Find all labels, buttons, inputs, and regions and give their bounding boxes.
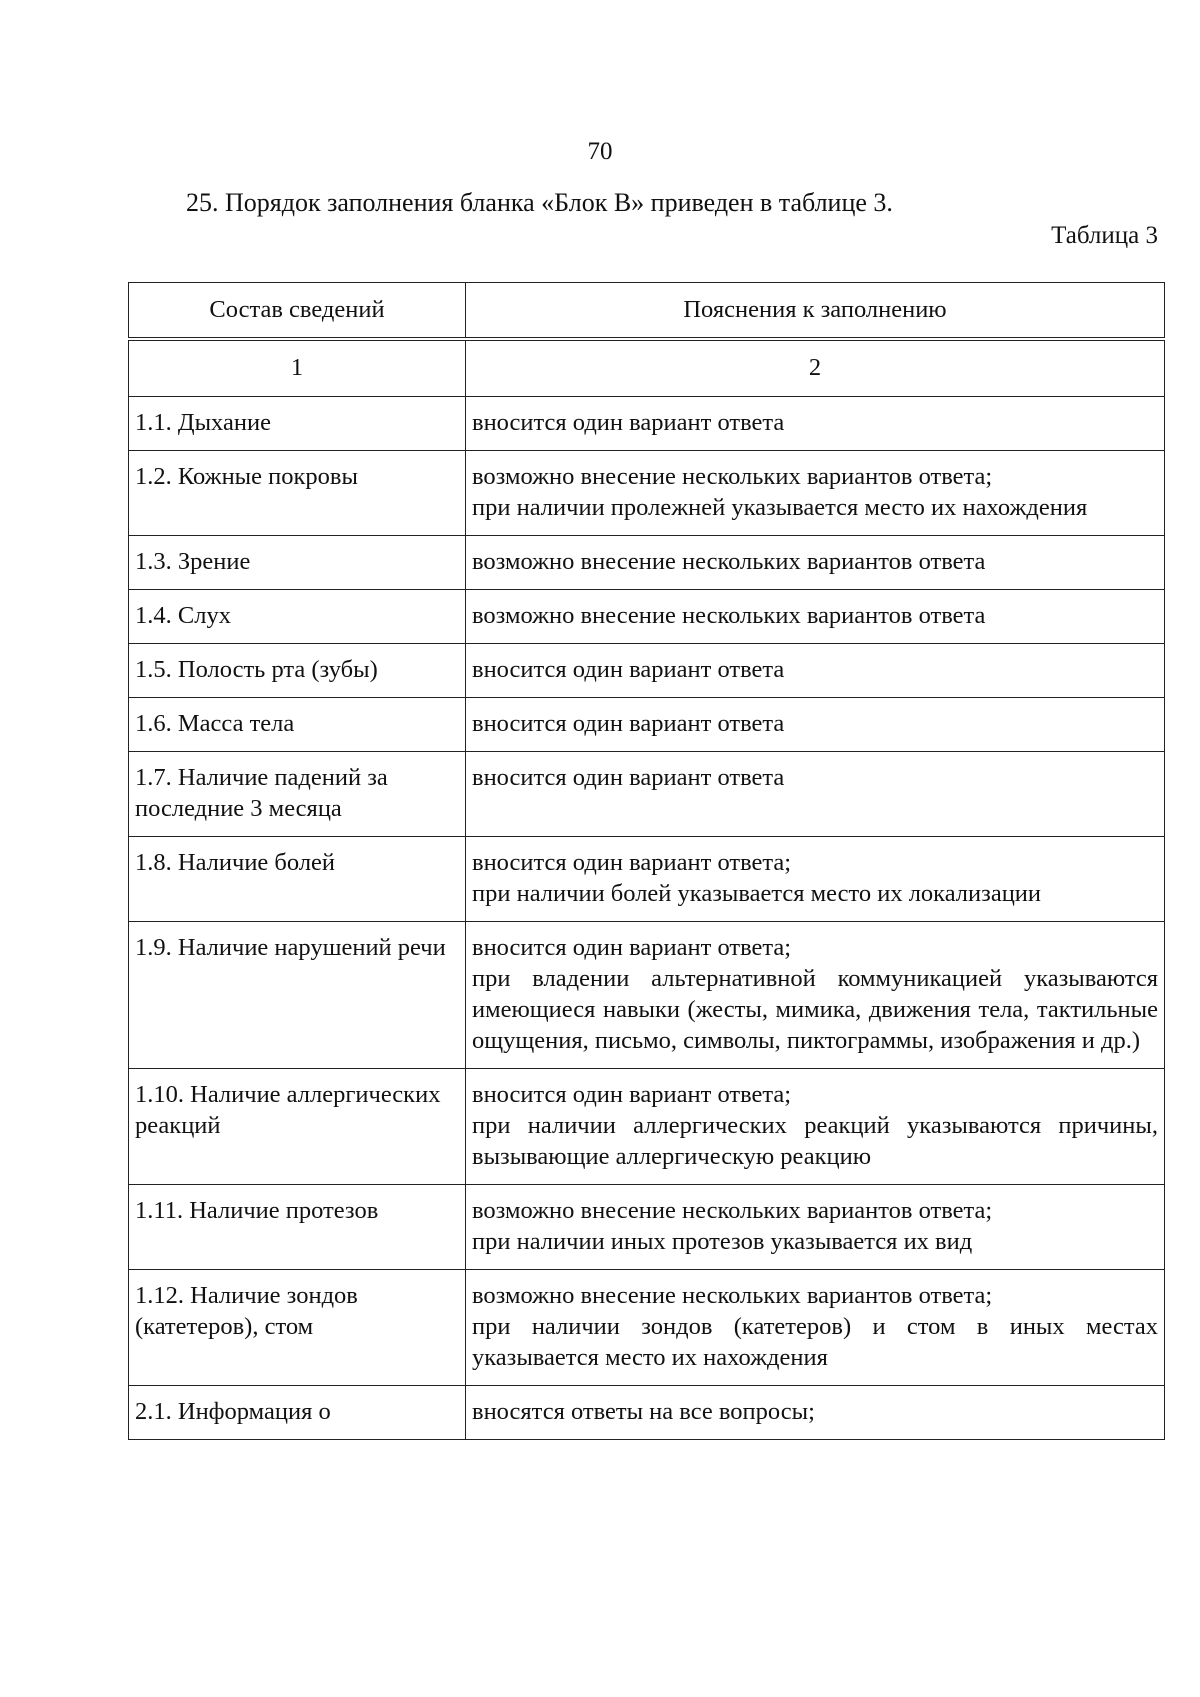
explanation-line: вносятся ответы на все вопросы; (472, 1398, 815, 1425)
row-item: 1.6. Масса тела (129, 698, 466, 752)
table-row (129, 451, 1165, 536)
row-item: 1.9. Наличие нарушений речи (129, 922, 466, 1069)
table-row (129, 1185, 1165, 1270)
row-explanation (466, 536, 1165, 590)
row-item: 1.8. Наличие болей (129, 837, 466, 922)
explanation-line: при наличии болей указывается место их локализации (472, 880, 1042, 907)
row-explanation (466, 644, 1165, 698)
table-header-row (129, 283, 1165, 340)
row-explanation (466, 752, 1165, 837)
row-item: 1.4. Слух (129, 590, 466, 644)
explanation-line: возможно внесение нескольких вариантов ответа; (472, 463, 993, 490)
column-numbers-row (129, 339, 1165, 397)
explanation-line: вносится один вариант ответа; (472, 849, 792, 876)
row-explanation (466, 837, 1165, 922)
table-row (129, 1069, 1165, 1185)
table-row (129, 752, 1165, 837)
column-number-1: 1 (129, 339, 466, 397)
row-explanation (466, 590, 1165, 644)
table-row (129, 922, 1165, 1069)
explanation-line: вносится один вариант ответа; (472, 934, 792, 961)
explanation-line: при наличии аллергических реакций указываются причины, вызывающие аллергическую реакцию (472, 1112, 1158, 1170)
row-item: 2.1. Информация о (129, 1386, 466, 1440)
row-item: 1.11. Наличие протезов (129, 1185, 466, 1270)
table-row (129, 1270, 1165, 1386)
table-row (129, 590, 1165, 644)
row-explanation (466, 397, 1165, 451)
row-item: 1.7. Наличие падений за последние 3 месяца (129, 752, 466, 837)
page-number: 70 (587, 138, 613, 165)
column-header-explanations: Пояснения к заполнению (466, 283, 1165, 340)
row-item: 1.10. Наличие аллергических реакций (129, 1069, 466, 1185)
intro-paragraph: 25. Порядок заполнения бланка «Блок В» приведен в таблице 3. (186, 188, 893, 217)
table-row (129, 536, 1165, 590)
row-item: 1.3. Зрение (129, 536, 466, 590)
column-number-2: 2 (466, 339, 1165, 397)
row-explanation (466, 698, 1165, 752)
table-label: Таблица 3 (1051, 222, 1158, 249)
explanation-line: при владении альтернативной коммуникацией указываются имеющиеся навыки (жесты, мимика, движения тела, тактильные ощущения, письмо, символы, пиктограммы, изображения и др.) (472, 965, 1158, 1054)
row-explanation (466, 1270, 1165, 1386)
explanation-line: вносится один вариант ответа (472, 656, 785, 683)
column-header-composition: Состав сведений (129, 283, 466, 340)
explanation-line: возможно внесение нескольких вариантов ответа (472, 548, 986, 575)
explanation-line: вносится один вариант ответа; (472, 1081, 792, 1108)
instructions-table (128, 282, 1165, 1440)
explanation-line: при наличии пролежней указывается место их нахождения (472, 494, 1088, 521)
explanation-line: вносится один вариант ответа (472, 764, 785, 791)
explanation-line: возможно внесение нескольких вариантов ответа (472, 602, 986, 629)
row-item: 1.12. Наличие зондов (катетеров), стом (129, 1270, 466, 1386)
table-row (129, 644, 1165, 698)
explanation-line: вносится один вариант ответа (472, 409, 785, 436)
explanation-line: при наличии зондов (катетеров) и стом в иных местах указывается место их нахождения (472, 1313, 1158, 1371)
row-explanation (466, 1069, 1165, 1185)
row-item: 1.1. Дыхание (129, 397, 466, 451)
row-explanation (466, 922, 1165, 1069)
explanation-line: возможно внесение нескольких вариантов ответа; (472, 1197, 993, 1224)
explanation-line: при наличии иных протезов указывается их вид (472, 1228, 973, 1255)
table-row (129, 1386, 1165, 1440)
explanation-line: вносится один вариант ответа (472, 710, 785, 737)
row-explanation (466, 1185, 1165, 1270)
table-row (129, 397, 1165, 451)
row-explanation (466, 451, 1165, 536)
table-row (129, 698, 1165, 752)
row-item: 1.2. Кожные покровы (129, 451, 466, 536)
row-explanation (466, 1386, 1165, 1440)
explanation-line: возможно внесение нескольких вариантов ответа; (472, 1282, 993, 1309)
table-row (129, 837, 1165, 922)
row-item: 1.5. Полость рта (зубы) (129, 644, 466, 698)
